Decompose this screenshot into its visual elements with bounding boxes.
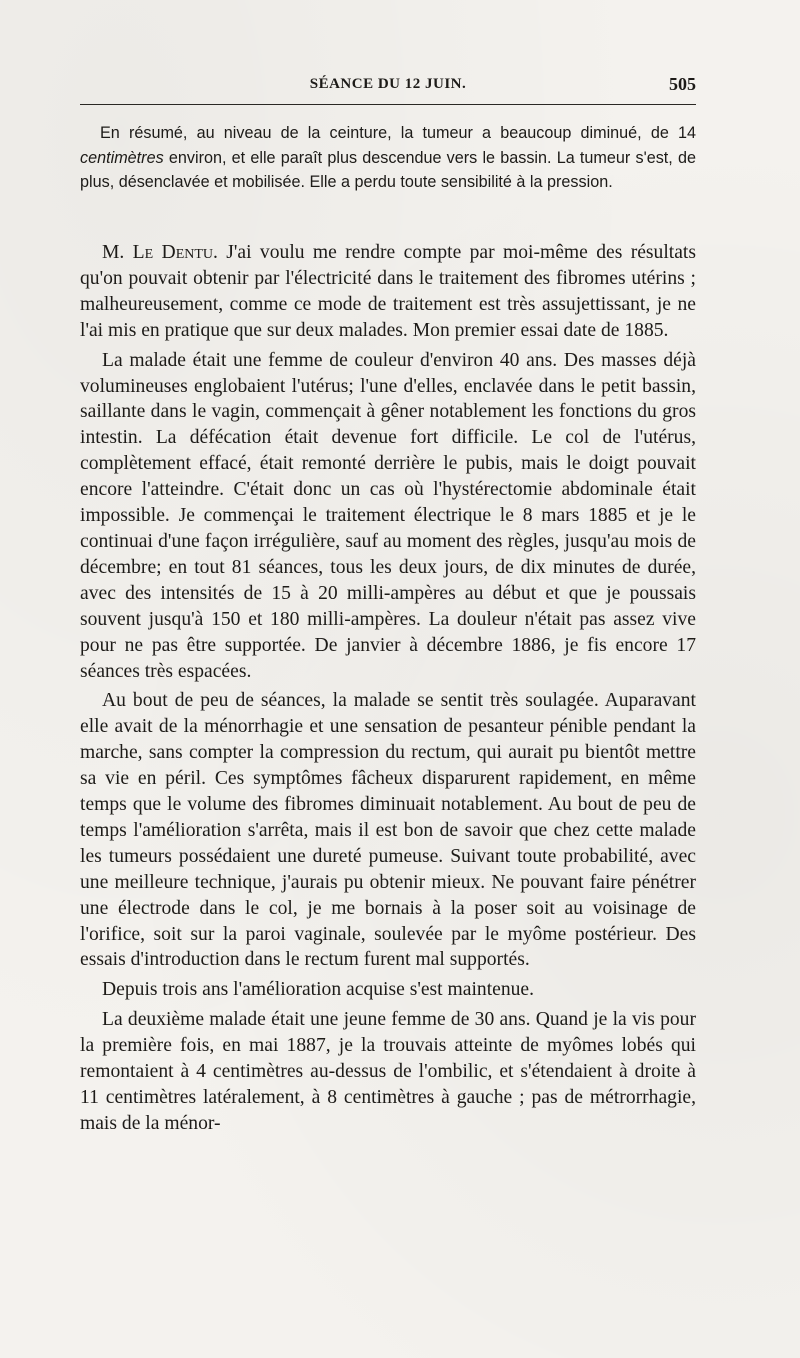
paragraph-1 <box>80 240 696 344</box>
paragraph-4: Depuis trois ans l'amélioration acquise s'est maintenue. <box>102 979 535 1001</box>
paragraph-1-text: J'ai voulu me rendre compte par moi-même des résultats qu'on pouvait obtenir par l'électricité dans le traitement des fibromes utérins ; malheureusement, comme ce mode de traitement est très assujettissant, je ne l'ai mis en pratique que sur deux malades. Mon premier essai date de 1885. <box>80 242 696 341</box>
paragraph-3: Au bout de peu de séances, la malade se sentit très soulagée. Auparavant elle avait de la ménorrhagie et une sensation de pesanteur pénible pendant la marche, sans compter la compression du rectum, qui aurait pu bientôt mettre sa vie en péril. Ces symptômes fâcheux disparurent rapidement, en même temps que le volume des fibromes diminuait notablement. Au bout de peu de temps l'amélioration s'arrêta, mais il est bon de savoir que chez cette malade les tumeurs possédaient une dureté pumeuse. Suivant toute probabilité, avec une meilleure technique, j'aurais pu obtenir mieux. Ne pouvant faire pénétrer une électrode dans le col, je me bornais à la poser soit au voisinage de l'orifice, soit sur la paroi vaginale, soulevée par le myôme postérieur. Des essais d'introduction dans le rectum furent mal supportés. <box>80 690 696 971</box>
paragraph-2: La malade était une femme de couleur d'environ 40 ans. Des masses déjà volumineuses englobaient l'utérus; l'une d'elles, enclavée dans le petit bassin, saillante dans le vagin, commençait à gêner notablement les fonctions du gros intestin. La défécation était devenue fort difficile. Le col de l'utérus, complètement effacé, était remonté derrière le pubis, mais le doigt pouvait encore l'atteindre. C'était donc un cas où l'hystérectomie abdominale était impossible. Je commençai le traitement électrique le 8 mars 1885 et je le continuai d'une façon irrégulière, sauf au moment des règles, jusqu'au mois de décembre; en tout 81 séances, tous les deux jours, de dix minutes de durée, avec des intensités de 15 à 20 milli-ampères au début et que je poussais souvent jusqu'à 150 et 180 milli-ampères. La douleur n'était pas assez vive pour ne pas être supportée. De janvier à décembre 1886, je fis encore 17 séances très espacées. <box>80 349 696 682</box>
summary-text-after: environ, et elle paraît plus descendue vers le bassin. La tumeur s'est, de plus, désenclavée et mobilisée. Elle a perdu toute sensibilité à la pression. <box>80 148 696 191</box>
main-text <box>80 240 696 1141</box>
summary-text-before: En résumé, au niveau de la ceinture, la tumeur a beaucoup diminué, de 14 <box>100 124 696 142</box>
speaker-name: M. Le Dentu. <box>102 242 218 263</box>
running-title: SÉANCE DU 12 JUIN. <box>309 76 467 92</box>
page-number: 505 <box>669 74 696 94</box>
summary-block <box>80 121 696 195</box>
header-rule <box>80 104 696 105</box>
paragraph-5: La deuxième malade était une jeune femme de 30 ans. Quand je la vis pour la première fois, en mai 1887, je la trouvais atteinte de myômes lobés qui remontaient à 4 centimètres au-dessus de l'ombilic, et s'étendaient à droite à 11 centimètres latéralement, à 8 centimètres à gauche ; pas de métrorrhagie, mais de la ménor- <box>80 1009 696 1134</box>
summary-emphasis: centimètres <box>80 148 164 167</box>
running-head <box>80 74 696 98</box>
summary-paragraph <box>80 121 696 195</box>
